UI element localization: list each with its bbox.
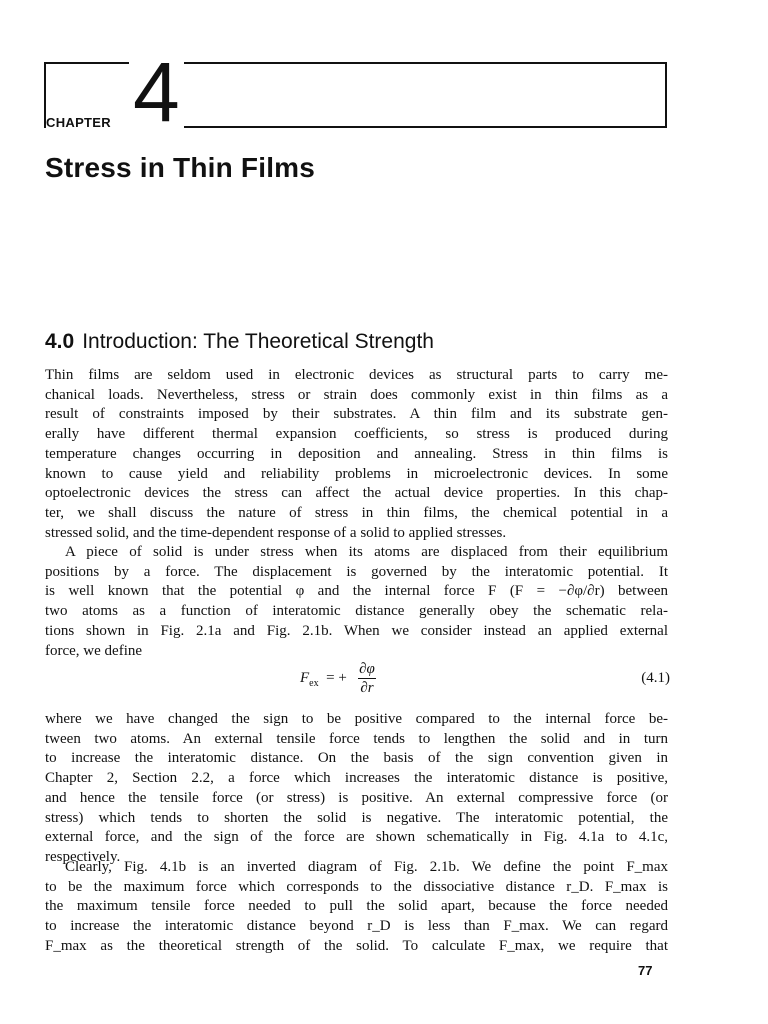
- page-number: 77: [638, 963, 653, 978]
- text-line: known to cause yield and reliability problems in microelectronic devices. In some: [45, 465, 668, 482]
- paragraph-theoretical-strength: [45, 858, 668, 957]
- equation-denominator: ∂r: [360, 680, 374, 696]
- text-line: result of constraints imposed by their substrates. A thin film and its substrate gen-: [45, 406, 668, 423]
- equation-numerator: ∂φ: [359, 661, 375, 677]
- text-line: Thin films are seldom used in electronic devices as structural parts to carry me-: [45, 367, 668, 383]
- text-line: chanical loads. Nevertheless, stress or strain does commonly exist in thin films as a: [45, 386, 668, 403]
- text-line: positions by a force. The displacement is governed by the interatomic potential. It: [45, 563, 668, 580]
- text-line: and hence the tensile force (or stress) is positive. An external compressive force (or: [45, 789, 668, 806]
- equation-fraction: [358, 660, 376, 697]
- text-line: tween two atoms. An external tensile force tends to lengthen the solid and in turn: [45, 730, 668, 747]
- chapter-rule: [180, 126, 667, 128]
- text-line: external force, and the sign of the force are shown schematically in Fig. 4.1a to 4.1c,: [45, 829, 668, 846]
- text-line: A piece of solid is under stress when its atoms are displaced from their equilibrium: [65, 544, 668, 560]
- text-line: Clearly, Fig. 4.1b is an inverted diagram of Fig. 2.1b. We define the point F_max: [65, 859, 668, 875]
- text-line: respectively.: [45, 848, 121, 865]
- text-line: tions shown in Fig. 2.1a and Fig. 2.1b. When we consider instead an applied external: [45, 622, 668, 639]
- chapter-title: Stress in Thin Films: [45, 152, 316, 183]
- text-line: force, we define: [45, 642, 143, 659]
- chapter-label: CHAPTER: [46, 115, 115, 130]
- text-line: optoelectronic devices the stress can affect the actual device properties. In this chap-: [45, 485, 668, 502]
- text-line: temperature changes occurring in deposition and annealing. Stress in thin films is: [45, 445, 668, 462]
- paragraph-sign-convention: [45, 710, 668, 868]
- chapter-number: 4: [129, 50, 184, 134]
- text-line: stress) which tends to shorten the solid is negative. The interatomic potential, the: [45, 809, 668, 826]
- text-line: to increase the interatomic distance beyond r_D is less than F_max. We can regard: [45, 918, 668, 935]
- text-line: Chapter 2, Section 2.2, a force which increases the interatomic distance is positive,: [45, 770, 668, 787]
- text-line: the maximum tensile force needed to pull the solid apart, because the force needed: [45, 898, 668, 915]
- section-heading: [45, 330, 434, 354]
- equation-number: (4.1): [641, 670, 670, 686]
- text-line: erally have different thermal expansion coefficients, so stress is produced during: [45, 426, 668, 443]
- text-line: ter, we shall discuss the nature of stress in thin films, the chemical potential in a: [45, 504, 668, 521]
- section-number: 4.0: [45, 330, 75, 353]
- text-line: F_max as the theoretical strength of the solid. To calculate F_max, we require that: [45, 937, 668, 954]
- text-line: to increase the interatomic distance. On the basis of the sign convention given in: [45, 750, 668, 767]
- text-line: to be the maximum force which corresponds to the dissociative distance r_D. F_max is: [45, 878, 668, 895]
- equation-lhs: $F_{ex}$ = +: [300, 670, 347, 689]
- equation-4-1: [300, 660, 670, 708]
- paragraph-intro: [45, 366, 668, 543]
- text-line: is well known that the potential φ and the internal force F (F = −∂φ/∂r) between: [45, 583, 668, 600]
- text-line: stressed solid, and the time-dependent response of a solid to applied stresses.: [45, 524, 507, 541]
- paragraph-stress-definition: [45, 543, 668, 661]
- section-title: Introduction: The Theoretical Strength: [82, 330, 434, 353]
- text-line: where we have changed the sign to be positive compared to the internal force be-: [45, 711, 668, 727]
- text-line: two atoms as a function of interatomic distance generally obey the schematic rela-: [45, 603, 668, 620]
